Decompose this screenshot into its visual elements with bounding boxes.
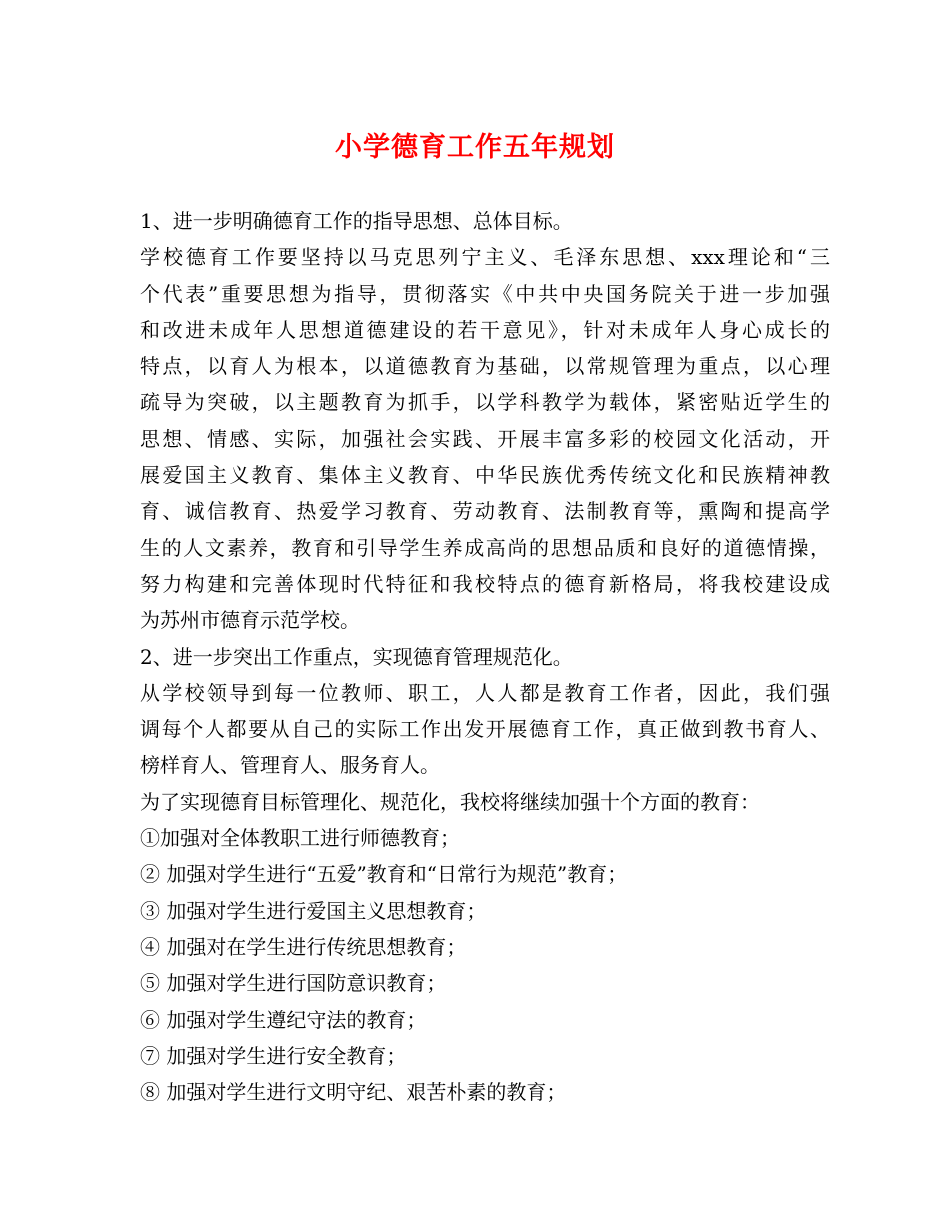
body-text-line: 展爱国主义教育、集体主义教育、中华民族优秀传统文化和民族精神教: [140, 463, 830, 488]
body-text-line: ⑥ 加强对学生遵纪守法的教育；: [140, 1007, 427, 1032]
body-text-line: ⑦ 加强对学生进行安全教育；: [140, 1043, 407, 1068]
body-text-line: ③ 加强对学生进行爱国主义思想教育；: [140, 898, 487, 923]
body-text-line: ①加强对全体教职工进行师德教育；: [140, 826, 460, 851]
body-text-line: 育、诚信教育、热爱学习教育、劳动教育、法制教育等，熏陶和提高学: [140, 499, 830, 524]
body-text-line: 为苏州市德育示范学校。: [140, 608, 360, 633]
body-text-line: 努力构建和完善体现时代特征和我校特点的德育新格局，将我校建设成: [140, 571, 830, 596]
body-text-line: 个代表”重要思想为指导，贯彻落实《中共中央国务院关于进一步加强: [140, 281, 830, 306]
body-text-line: 调每个人都要从自己的实际工作出发开展德育工作，真正做到教书育人、: [140, 717, 830, 742]
body-text-line: 为了实现德育目标管理化、规范化，我校将继续加强十个方面的教育：: [140, 789, 760, 814]
document-title: 小学德育工作五年规划: [335, 132, 615, 163]
body-text-line: 榜样育人、管理育人、服务育人。: [140, 753, 440, 778]
body-text-line: ④ 加强对在学生进行传统思想教育；: [140, 934, 467, 959]
body-text-line: 生的人文素养，教育和引导学生养成高尚的思想品质和良好的道德情操，: [140, 535, 830, 560]
body-text-line: 思想、情感、实际，加强社会实践、开展丰富多彩的校园文化活动，开: [140, 426, 830, 451]
document-body: [140, 203, 830, 1110]
body-text-line: ⑧ 加强对学生进行文明守纪、艰苦朴素的教育；: [140, 1080, 567, 1105]
body-text-line: 和改进未成年人思想道德建设的若干意见》，针对未成年人身心成长的: [140, 317, 830, 342]
body-text-line: 学校德育工作要坚持以马克思列宁主义、毛泽东思想、xxx理论和“三: [140, 245, 830, 270]
body-text-line: ⑤ 加强对学生进行国防意识教育；: [140, 971, 447, 996]
body-text-line: 从学校领导到每一位教师、职工，人人都是教育工作者，因此，我们强: [140, 680, 830, 705]
body-text-line: 1、进一步明确德育工作的指导思想、总体目标。: [140, 209, 573, 233]
body-text-line: 2、进一步突出工作重点，实现德育管理规范化。: [140, 644, 573, 669]
body-text-line: 疏导为突破，以主题教育为抓手，以学科教学为载体，紧密贴近学生的: [140, 390, 830, 415]
body-text-line: ② 加强对学生进行“五爱”教育和“日常行为规范”教育；: [140, 862, 628, 887]
body-text-line: 特点，以育人为根本，以道德教育为基础，以常规管理为重点，以心理: [140, 354, 830, 379]
